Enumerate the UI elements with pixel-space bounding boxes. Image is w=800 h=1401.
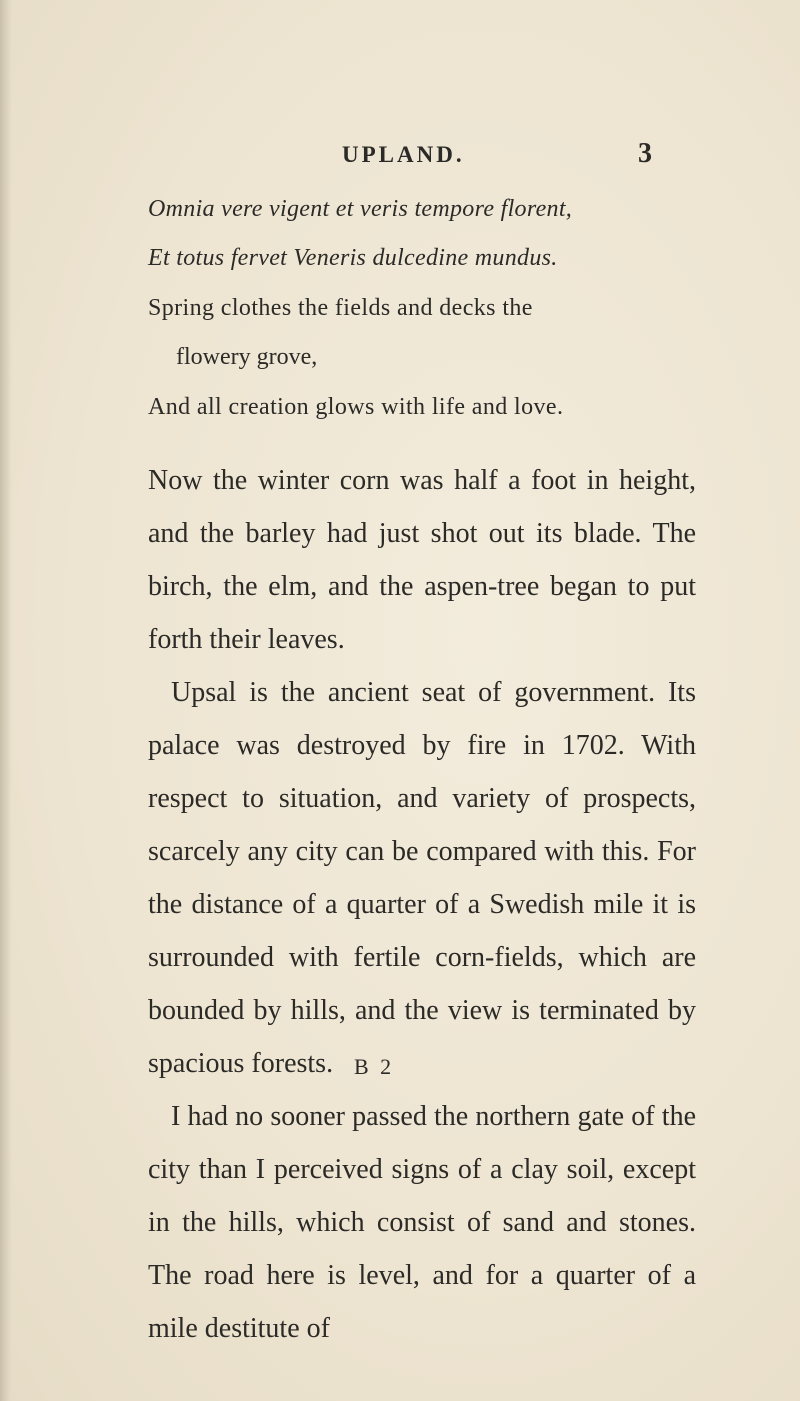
latin-verse-line-2: Et totus fervet Veneris dulcedine mundus.	[148, 245, 558, 271]
latin-verse-line-1: Omnia vere vigent et veris tempore florent,	[148, 196, 573, 222]
paragraph-3: I had no sooner passed the northern gate of the city than I perceived signs of a clay soil, except in the hills, which consist of sand and stones. The road here is level, and for a quarter of a mile destitute of	[148, 1101, 696, 1344]
page-header	[0, 138, 800, 182]
running-head: UPLAND.	[342, 142, 465, 167]
page-number: 3	[638, 138, 652, 169]
paragraph-2: Upsal is the ancient seat of government. Its palace was destroyed by fire in 1702. With respect to situation, and variety of prospects, scarcely any city can be compared with this. For the distance of a quarter of a Swedish mile it is surrounded with fertile corn-fields, which are bounded by hills, and the view is terminated by spacious forests.	[148, 677, 696, 1079]
english-verse-line-3: And all creation glows with life and love.	[148, 394, 564, 420]
paragraph-1: Now the winter corn was half a foot in height, and the barley had just shot out its blade. The birch, the elm, and the aspen-tree began to put forth their leaves.	[148, 465, 696, 655]
page-gutter-shadow	[0, 0, 12, 1401]
english-verse-line-1: Spring clothes the fields and decks the	[148, 295, 533, 321]
signature-mark: B 2	[354, 1054, 395, 1079]
body-text	[148, 454, 696, 1355]
english-verse-line-2: flowery grove,	[176, 344, 318, 370]
